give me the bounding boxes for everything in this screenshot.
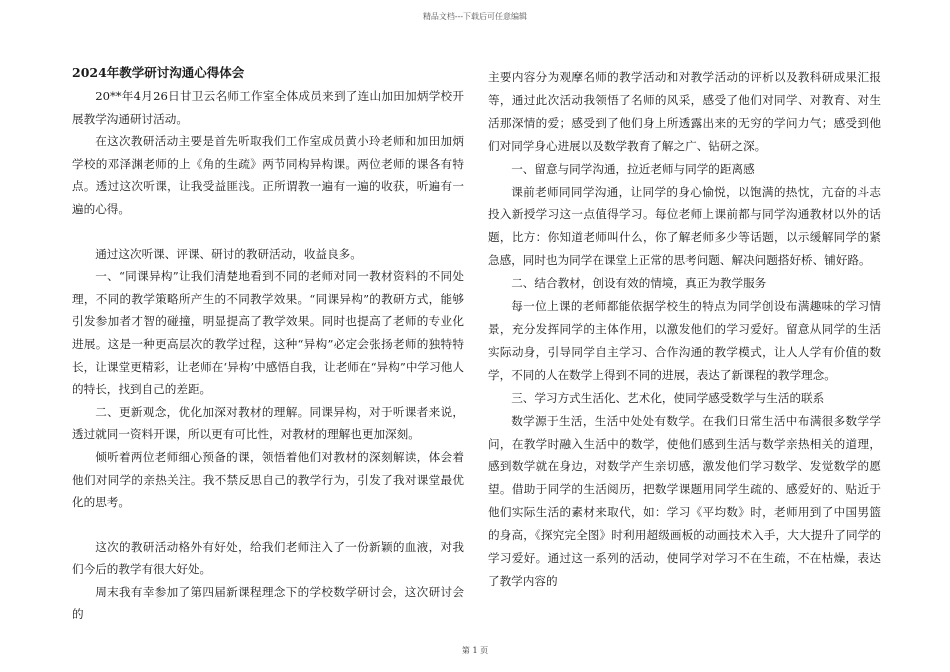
- section-heading: 二、结合教材，创设有效的情境，真正为教学服务: [511, 276, 767, 291]
- paragraph: 周末我有幸参加了第四届新课程理念下的学校数学研讨会，这次研讨会的: [72, 584, 464, 622]
- paragraph: 每一位上课的老师都能依据学校生的特点为同学创设布满趣味的学习情景，充分发挥同学的主体作用，以激发他们的学习爱好。留意从同学的生活实际动身，引导同学自主学习、合作沟通的教学模式，让人人学有价值的数学，不同的人在数学上得到不同的进展，表达了新课程的教学理念。: [488, 299, 881, 382]
- right-column: [488, 66, 881, 593]
- paragraph: 在这次教研活动主要是首先听取我们工作室成员黄小玲老师和加田加炳学校的邓泽渊老师的上《角的生疏》两节同构异构课。两位老师的课各有特点。透过这次听课，让我受益匪浅。正所谓教一遍有一遍的收获，听遍有一遍的心得。: [72, 134, 464, 216]
- page-number: 第 1 页: [461, 646, 489, 655]
- paragraph: 主要内容分为观摩名师的教学活动和对教学活动的评析以及教科研成果汇报等，通过此次活动我领悟了名师的风采，感受了他们对同学、对教育、对生活那深情的爱；感受到了他们身上所透露出来的无穷的学问力气；感受到他们对同学身心进展以及数学教育了解之广、钻研之深。: [488, 70, 881, 153]
- document-title: 2024年教学研讨沟通心得体会: [72, 65, 245, 80]
- page-header: 精品文档---下载后可任意编辑: [422, 12, 528, 21]
- paragraph: 通过这次听课、评课、研讨的教研活动，收益良多。: [95, 246, 362, 261]
- paragraph: 数学源于生活，生活中处处有数学。在我们日常生活中布满很多数学学问，在教学时融入生活中的数学，使他们感到生活与数学亲热相关的道理，感到数学就在身边，对数学产生亲切感，激发他们学习数学、发觉数学的愿望。借助于同学的生活阅历，把数学课题用同学生疏的、感爱好的、贴近于他们实际生活的素材来取代，如：学习《平均数》时，老师用到了中国男篮的身高，《探究完全图》时利用超级画板的动画技术入手，大大提升了同学的学习爱好。通过这一系列的活动，使同学对学习不在生疏，不在枯燥，表达了教学内容的: [488, 413, 881, 588]
- paragraph: 这次的教研活动格外有好处，给我们老师注入了一份新颖的血液，对我们今后的教学有很大好处。: [72, 539, 464, 577]
- paragraph: 20**年4月26日甘卫云名师工作室全体成员来到了连山加田加炳学校开展教学沟通研讨活动。: [72, 89, 464, 126]
- section-heading: 一、留意与同学沟通，拉近老师与同学的距离感: [511, 161, 755, 176]
- paragraph: 课前老师同同学沟通，让同学的身心愉悦，以饱满的热忱，亢奋的斗志投入新授学习这一点值得学习。每位老师上课前都与同学沟通教材以外的话题，比方：你知道老师叫什么，你了解老师多少等话题，以示缓解同学的紧急感，同时也为同学在课堂上正常的思考问题、解决问题搭好桥、铺好路。: [488, 184, 881, 268]
- section-heading: 三、学习方式生活化、艺术化，使同学感受数学与生活的联系: [511, 390, 825, 405]
- paragraph: 二、更新观念，优化加深对教材的理解。同课异构，对于听课者来说，透过就同一资料开课，所以更有可比性，对教材的理解也更加深刻。: [72, 404, 464, 442]
- paragraph: 倾听着两位老师细心预备的课，领悟着他们对教材的深刻解读，体会着他们对同学的亲热关注。我不禁反思自己的教学行为，引发了我对课堂最优化的思考。: [72, 449, 464, 510]
- left-column: [72, 62, 464, 626]
- paragraph: 一、“同课异构”让我们清楚地看到不同的老师对同一教材资料的不同处理，不同的教学策略所产生的不同教学效果。“同课异构”的教研方式，能够引发参加者才智的碰撞，明显提高了教学效果。同时也提高了老师的专业化进展。这是一种更高层次的教学过程，这种“异构”必定会张扬老师的独特特长，让课堂更精彩，让老师在‘异构’中感悟自我，让老师在“异构”中学习他人的特长，找到自己的差距。: [72, 269, 464, 397]
